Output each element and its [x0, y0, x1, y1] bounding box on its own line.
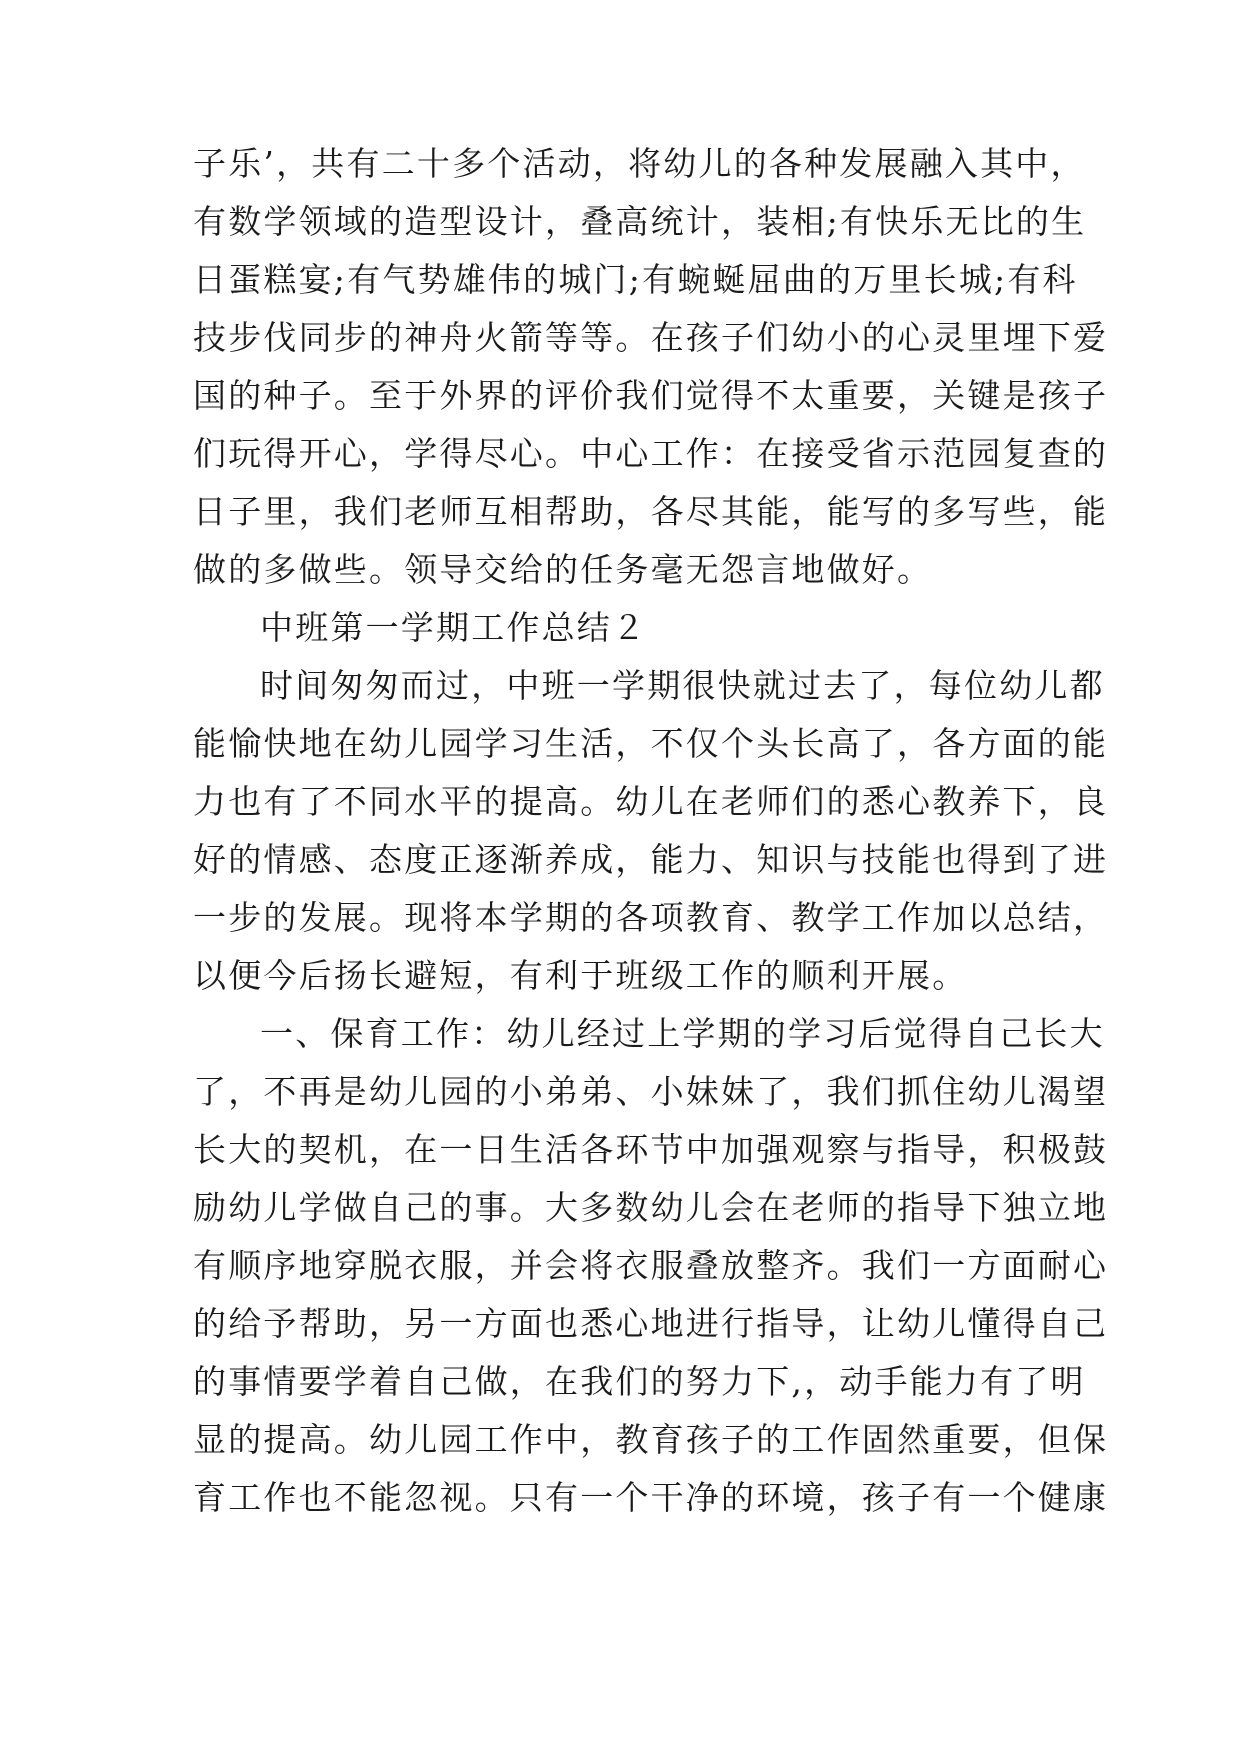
paragraph-line: 的事情要学着自己做，在我们的努力下,，动手能力有了明: [193, 1362, 1086, 1401]
paragraph-line: 子乐’，共有二十多个活动，将幼儿的各种发展融入其中，: [193, 144, 1086, 183]
paragraph-line: 们玩得开心，学得尽心。中心工作：在接受省示范园复查的: [193, 434, 1109, 473]
paragraph-line: 了，不再是幼儿园的小弟弟、小妹妹了，我们抓住幼儿渴望: [193, 1072, 1109, 1111]
paragraph-line: 好的情感、态度正逐渐养成，能力、知识与技能也得到了进: [193, 840, 1109, 879]
paragraph-line: 日蛋糕宴;有气势雄伟的城门;有蜿蜒屈曲的万里长城;有科: [193, 260, 1078, 299]
paragraph-line: 有数学领域的造型设计，叠高统计，装相;有快乐无比的生: [193, 202, 1087, 241]
paragraph-line: 能愉快地在幼儿园学习生活，不仅个头长高了，各方面的能: [193, 724, 1109, 763]
paragraph-line: 励幼儿学做自己的事。大多数幼儿会在老师的指导下独立地: [193, 1188, 1109, 1227]
paragraph-line: 以便今后扬长避短，有利于班级工作的顺利开展。: [193, 956, 968, 995]
section-heading: 中班第一学期工作总结２: [260, 608, 648, 647]
paragraph-line: 国的种子。至于外界的评价我们觉得不太重要，关键是孩子: [193, 376, 1109, 415]
paragraph-line: 显的提高。幼儿园工作中，教育孩子的工作固然重要，但保: [193, 1420, 1109, 1459]
paragraph-line: 一、保育工作：幼儿经过上学期的学习后觉得自己长大: [260, 1014, 1105, 1053]
paragraph-line: 长大的契机，在一日生活各环节中加强观察与指导，积极鼓: [193, 1130, 1109, 1169]
paragraph-line: 技步伐同步的神舟火箭等等。在孩子们幼小的心灵里埋下爱: [193, 318, 1109, 357]
paragraph-line: 的给予帮助，另一方面也悉心地进行指导，让幼儿懂得自己: [193, 1304, 1109, 1343]
paragraph-line: 日子里，我们老师互相帮助，各尽其能，能写的多写些，能: [193, 492, 1109, 531]
paragraph-line: 一步的发展。现将本学期的各项教育、教学工作加以总结，: [193, 898, 1109, 937]
paragraph-line: 有顺序地穿脱衣服，并会将衣服叠放整齐。我们一方面耐心: [193, 1246, 1109, 1285]
paragraph-line: 力也有了不同水平的提高。幼儿在老师们的悉心教养下，良: [193, 782, 1109, 821]
paragraph-line: 做的多做些。领导交给的任务毫无怨言地做好。: [193, 550, 933, 589]
paragraph-line: 时间匆匆而过，中班一学期很快就过去了，每位幼儿都: [260, 666, 1105, 705]
paragraph-line: 育工作也不能忽视。只有一个干净的环境，孩子有一个健康: [193, 1478, 1109, 1517]
